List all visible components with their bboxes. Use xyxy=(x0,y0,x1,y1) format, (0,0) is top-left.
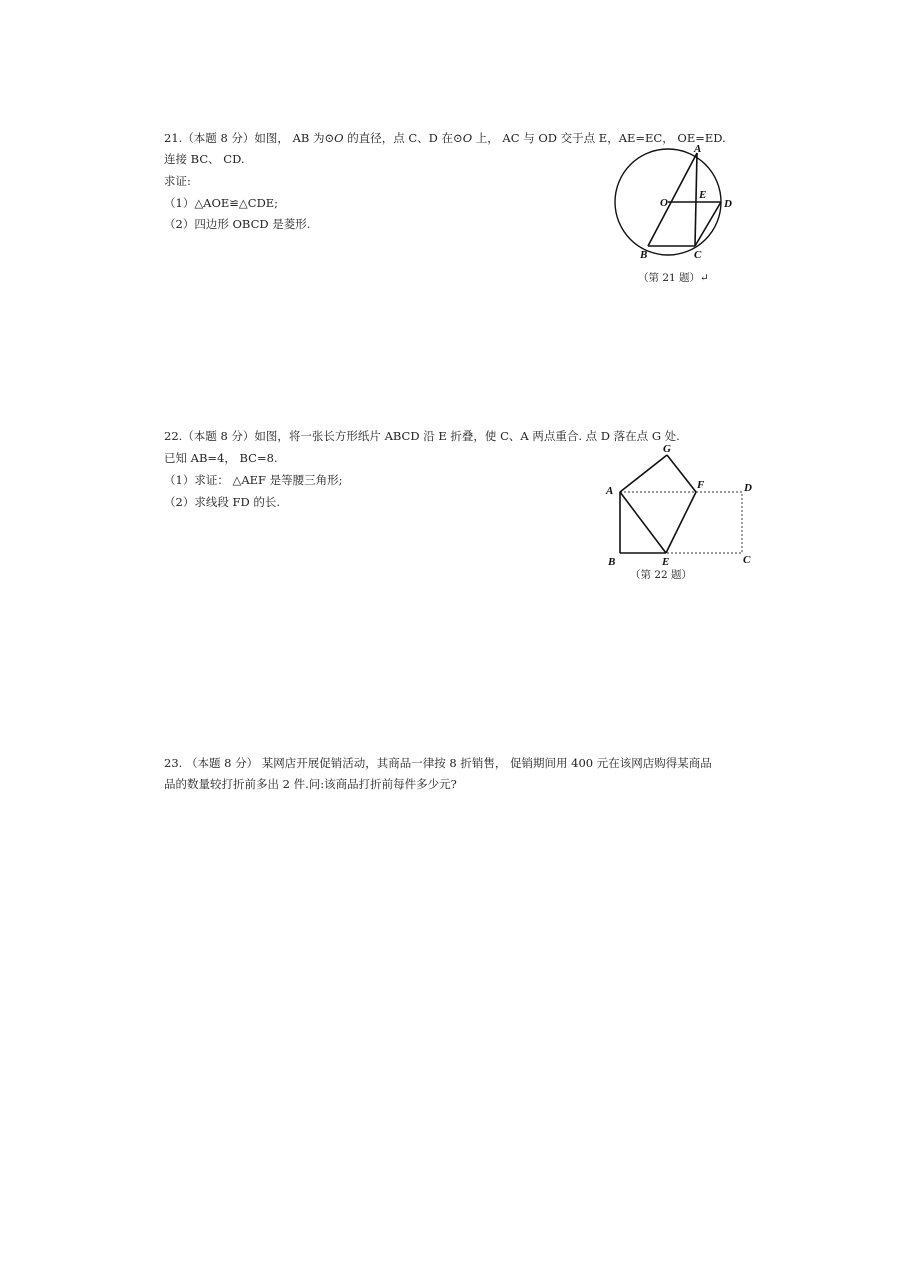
q21-part1: （1）△AOE≌△CDE; xyxy=(164,196,279,210)
q21-label-O: O xyxy=(660,197,668,209)
q22-segment-AE xyxy=(620,492,666,553)
q21-figure xyxy=(610,140,760,290)
q23-line1: 23. （本题 8 分） 某网店开展促销活动，其商品一律按 8 折销售， 促销期间用 400 元在该网店购得某商品 xyxy=(164,756,712,770)
q22-label-B: B xyxy=(608,556,616,568)
q22-label-G: G xyxy=(663,443,671,455)
q21-line2: 连接 BC、 CD. xyxy=(164,152,245,166)
q22-label-D: D xyxy=(744,482,752,494)
q21-line1: 21.（本题 8 分）如图， AB 为⊙O 的直径，点 C、D 在⊙O 上， AC 与 OD 交于点 E，AE=EC， OE=ED. xyxy=(164,131,726,145)
q21-label-A: A xyxy=(694,143,702,155)
q21-caption: （第 21 题）↵ xyxy=(638,272,709,284)
q21-label-E: E xyxy=(699,189,707,201)
q21-label-D: D xyxy=(724,198,732,210)
q21-part2: （2）四边形 OBCD 是菱形. xyxy=(164,217,311,231)
q22-figure xyxy=(600,440,765,590)
q21-label-B: B xyxy=(640,249,648,261)
q22-segment-EF xyxy=(666,492,696,553)
q23-line2: 品的数量较打折前多出 2 件.问:该商品打折前每件多少元? xyxy=(164,777,457,791)
q22-segment-AG xyxy=(620,455,667,492)
q22-line2: 已知 AB=4， BC=8. xyxy=(164,451,278,465)
q22-caption: （第 22 题） xyxy=(630,569,693,581)
q21-segment-AC xyxy=(695,153,697,246)
q22-label-F: F xyxy=(697,479,705,491)
q22-line1: 22.（本题 8 分）如图，将一张长方形纸片 ABCD 沿 E 折叠，使 C、A 两点重合. 点 D 落在点 G 处. xyxy=(164,429,680,443)
q22-part2: （2）求线段 FD 的长. xyxy=(164,495,280,509)
q21-segment-AB xyxy=(648,153,697,246)
q21-prompt: 求证: xyxy=(164,174,191,188)
q22-label-A: A xyxy=(606,485,614,497)
q22-label-E: E xyxy=(662,556,670,568)
q22-label-C: C xyxy=(743,554,751,566)
q22-part1: （1）求证： △AEF 是等腰三角形; xyxy=(164,473,343,487)
q21-segment-CD xyxy=(695,202,721,246)
q22-segment-GF xyxy=(667,455,696,492)
q21-label-C: C xyxy=(694,249,702,261)
